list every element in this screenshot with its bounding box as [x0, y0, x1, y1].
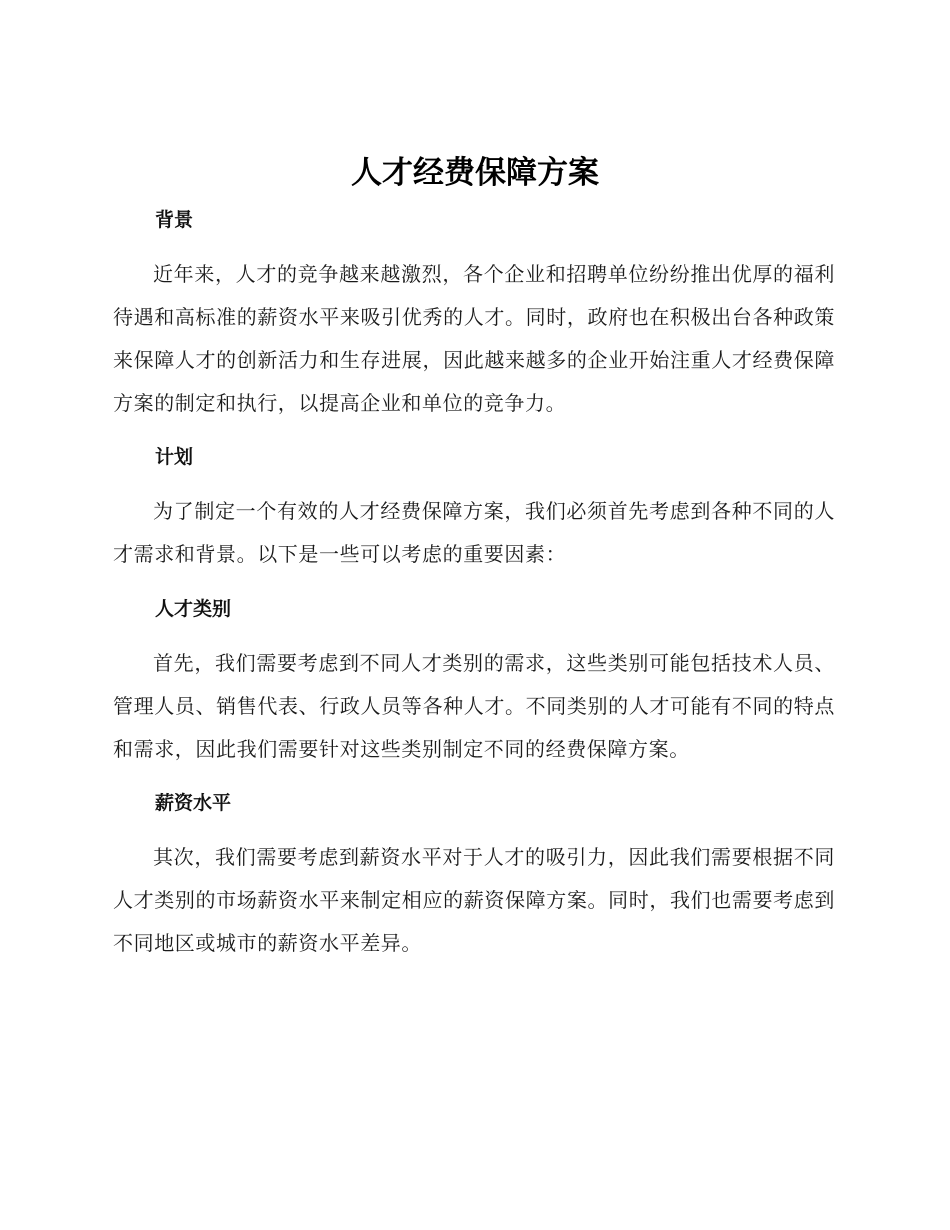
section-paragraph-plan: 为了制定一个有效的人才经费保障方案，我们必须首先考虑到各种不同的人才需求和背景。以下是一些可以考虑的重要因素： — [113, 499, 835, 566]
section-heading-talent-category: 人才类别 — [155, 598, 232, 620]
section-paragraph-talent-category: 首先，我们需要考虑到不同人才类别的需求，这些类别可能包括技术人员、管理人员、销售代表、行政人员等各种人才。不同类别的人才可能有不同的特点和需求，因此我们需要针对这些类别制定不同的经费保障方案。 — [113, 651, 835, 761]
document-title: 人才经费保障方案 — [351, 155, 599, 191]
section-heading-background: 背景 — [155, 209, 194, 231]
section-paragraph-salary-level: 其次，我们需要考虑到薪资水平对于人才的吸引力，因此我们需要根据不同人才类别的市场薪资水平来制定相应的薪资保障方案。同时，我们也需要考虑到不同地区或城市的薪资水平差异。 — [113, 845, 835, 955]
section-paragraph-background: 近年来，人才的竞争越来越激烈，各个企业和招聘单位纷纷推出优厚的福利待遇和高标准的薪资水平来吸引优秀的人才。同时，政府也在积极出台各种政策来保障人才的创新活力和生存进展，因此越来越多的企业开始注重人才经费保障方案的制定和执行，以提高企业和单位的竞争力。 — [113, 262, 835, 415]
section-heading-plan: 计划 — [155, 446, 194, 468]
section-heading-salary-level: 薪资水平 — [155, 792, 232, 814]
